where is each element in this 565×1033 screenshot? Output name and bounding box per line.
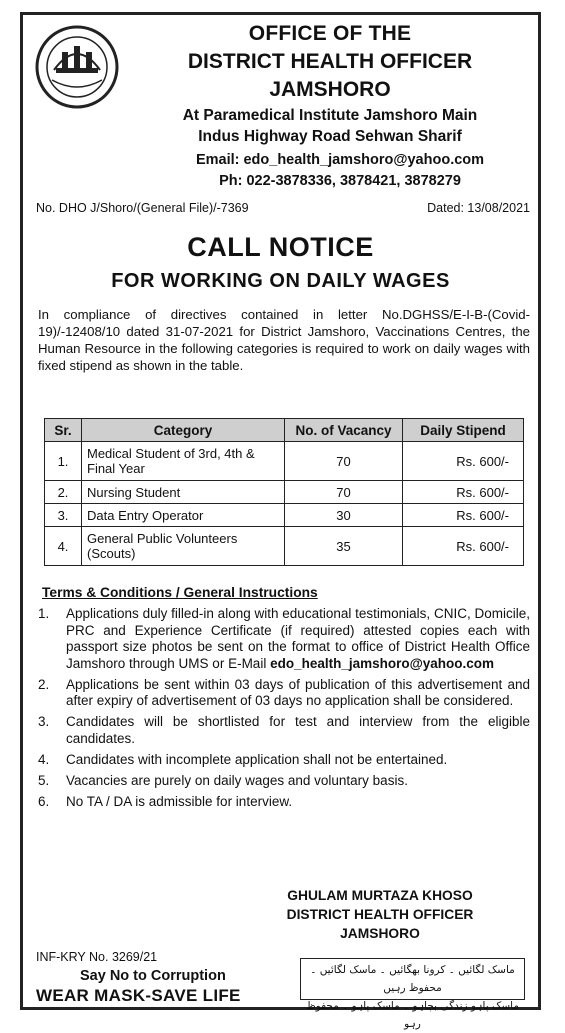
col-header-stipend: Daily Stipend: [403, 419, 524, 442]
urdu-line-1: ماسک لگائیں ۔ کرونا بھگائیں ۔ ماسک لگائیں ۔ محفوظ رہیں: [310, 964, 515, 994]
cell-stipend: Rs. 600/-: [403, 442, 524, 481]
terms-list: [38, 606, 530, 815]
list-item: [38, 606, 530, 672]
signatory-designation: DISTRICT HEALTH OFFICER: [286, 907, 474, 922]
term-number: 4.: [38, 751, 50, 767]
term-number: 5.: [38, 772, 50, 788]
urdu-mask-message-box: [300, 958, 525, 1030]
term-text: No TA / DA is admissible for interview.: [66, 793, 293, 809]
page-subtitle: FOR WORKING ON DAILY WAGES: [111, 270, 450, 292]
term-text: [66, 606, 530, 672]
term-text: Applications be sent within 03 days of publication of this advertisement and after expiry of advertisement of 03 days no application shall be considered.: [66, 676, 530, 708]
term-body: Applications duly filled-in along with educational testimonials, CNIC, Domicile, PRC and Experience Certificate (if required) attested copies each with passport size photos be sent on the format to office of District Health Office Jamshoro through UMS or E-Mail: [66, 606, 530, 671]
header-phone: Ph: 022-3878336, 3878421, 3878279: [219, 173, 461, 189]
cell-sr: 3.: [45, 504, 82, 527]
inf-number: INF-KRY No. 3269/21: [36, 950, 158, 964]
cell-category: Nursing Student: [82, 481, 285, 504]
term-text: Candidates with incomplete application shall not be entertained.: [66, 751, 448, 767]
header-address-line2: Indus Highway Road Sehwan Sharif: [198, 128, 462, 145]
cell-sr: 1.: [45, 442, 82, 481]
urdu-line-2: ماسک پاہو زندگی بچاہو ۔ ماسک پاہو ۔ محفوظ رہو: [305, 1000, 520, 1030]
cell-vacancy: 35: [285, 527, 403, 566]
col-header-sr: Sr.: [45, 419, 82, 442]
list-item: [38, 677, 530, 710]
terms-heading: Terms & Conditions / General Instructions: [42, 585, 318, 600]
term-text: Vacancies are purely on daily wages and voluntary basis.: [66, 772, 408, 788]
table-row: [45, 481, 524, 504]
cell-stipend: Rs. 600/-: [403, 527, 524, 566]
cell-sr: 2.: [45, 481, 82, 504]
list-item: [38, 794, 530, 811]
list-item: [38, 714, 530, 747]
table-row: [45, 504, 524, 527]
cell-vacancy: 70: [285, 481, 403, 504]
slogan-wear-mask: WEAR MASK-SAVE LIFE: [36, 986, 241, 1005]
cell-category: Medical Student of 3rd, 4th & Final Year: [82, 442, 285, 481]
term-number: 1.: [38, 606, 50, 621]
district-government-seal-icon: [34, 24, 120, 110]
col-header-vacancy: No. of Vacancy: [285, 419, 403, 442]
reference-line: [36, 201, 530, 215]
table-row: [45, 527, 524, 566]
header-email: Email: edo_health_jamshoro@yahoo.com: [195, 152, 485, 168]
list-item: [38, 752, 530, 769]
table-row: [45, 442, 524, 481]
header-address-line1: At Paramedical Institute Jamshoro Main: [182, 107, 478, 124]
cell-category: General Public Volunteers (Scouts): [82, 527, 285, 566]
term-number: 3.: [38, 714, 50, 729]
term-number: 6.: [38, 793, 50, 809]
header-district-health-officer: DISTRICT HEALTH OFFICER: [187, 50, 473, 73]
header-jamshoro: JAMSHORO: [269, 78, 391, 101]
vacancy-table: [44, 418, 524, 566]
list-item: [38, 773, 530, 790]
term-number: 2.: [38, 676, 50, 692]
cell-category: Data Entry Operator: [82, 504, 285, 527]
cell-sr: 4.: [45, 527, 82, 566]
reference-number: No. DHO J/Shoro/(General File)/-7369: [36, 201, 249, 215]
cell-vacancy: 70: [285, 442, 403, 481]
term-email: edo_health_jamshoro@yahoo.com: [270, 655, 495, 671]
cell-stipend: Rs. 600/-: [403, 481, 524, 504]
intro-paragraph: In compliance of directives contained in letter No.DGHSS/E-I-B-(Covid-19)/-12408/10 dated 31-07-2021 for District Jamshoro, Vaccinations Centres, the Human Resource in the following categories is required to work on daily wages with fixed stipend as shown in the table.: [38, 307, 530, 373]
cell-vacancy: 30: [285, 504, 403, 527]
col-header-category: Category: [82, 419, 285, 442]
page-title: CALL NOTICE: [187, 232, 374, 262]
signatory-name: GHULAM MURTAZA KHOSO: [287, 888, 473, 903]
signatory-place: JAMSHORO: [340, 926, 420, 941]
term-text: Candidates will be shortlisted for test and interview from the eligible candidates.: [66, 714, 530, 746]
reference-date: Dated: 13/08/2021: [427, 201, 530, 215]
slogan-corruption: Say No to Corruption: [80, 968, 226, 984]
table-header-row: [45, 419, 524, 442]
header-office-of: OFFICE OF THE: [248, 22, 412, 45]
cell-stipend: Rs. 600/-: [403, 504, 524, 527]
